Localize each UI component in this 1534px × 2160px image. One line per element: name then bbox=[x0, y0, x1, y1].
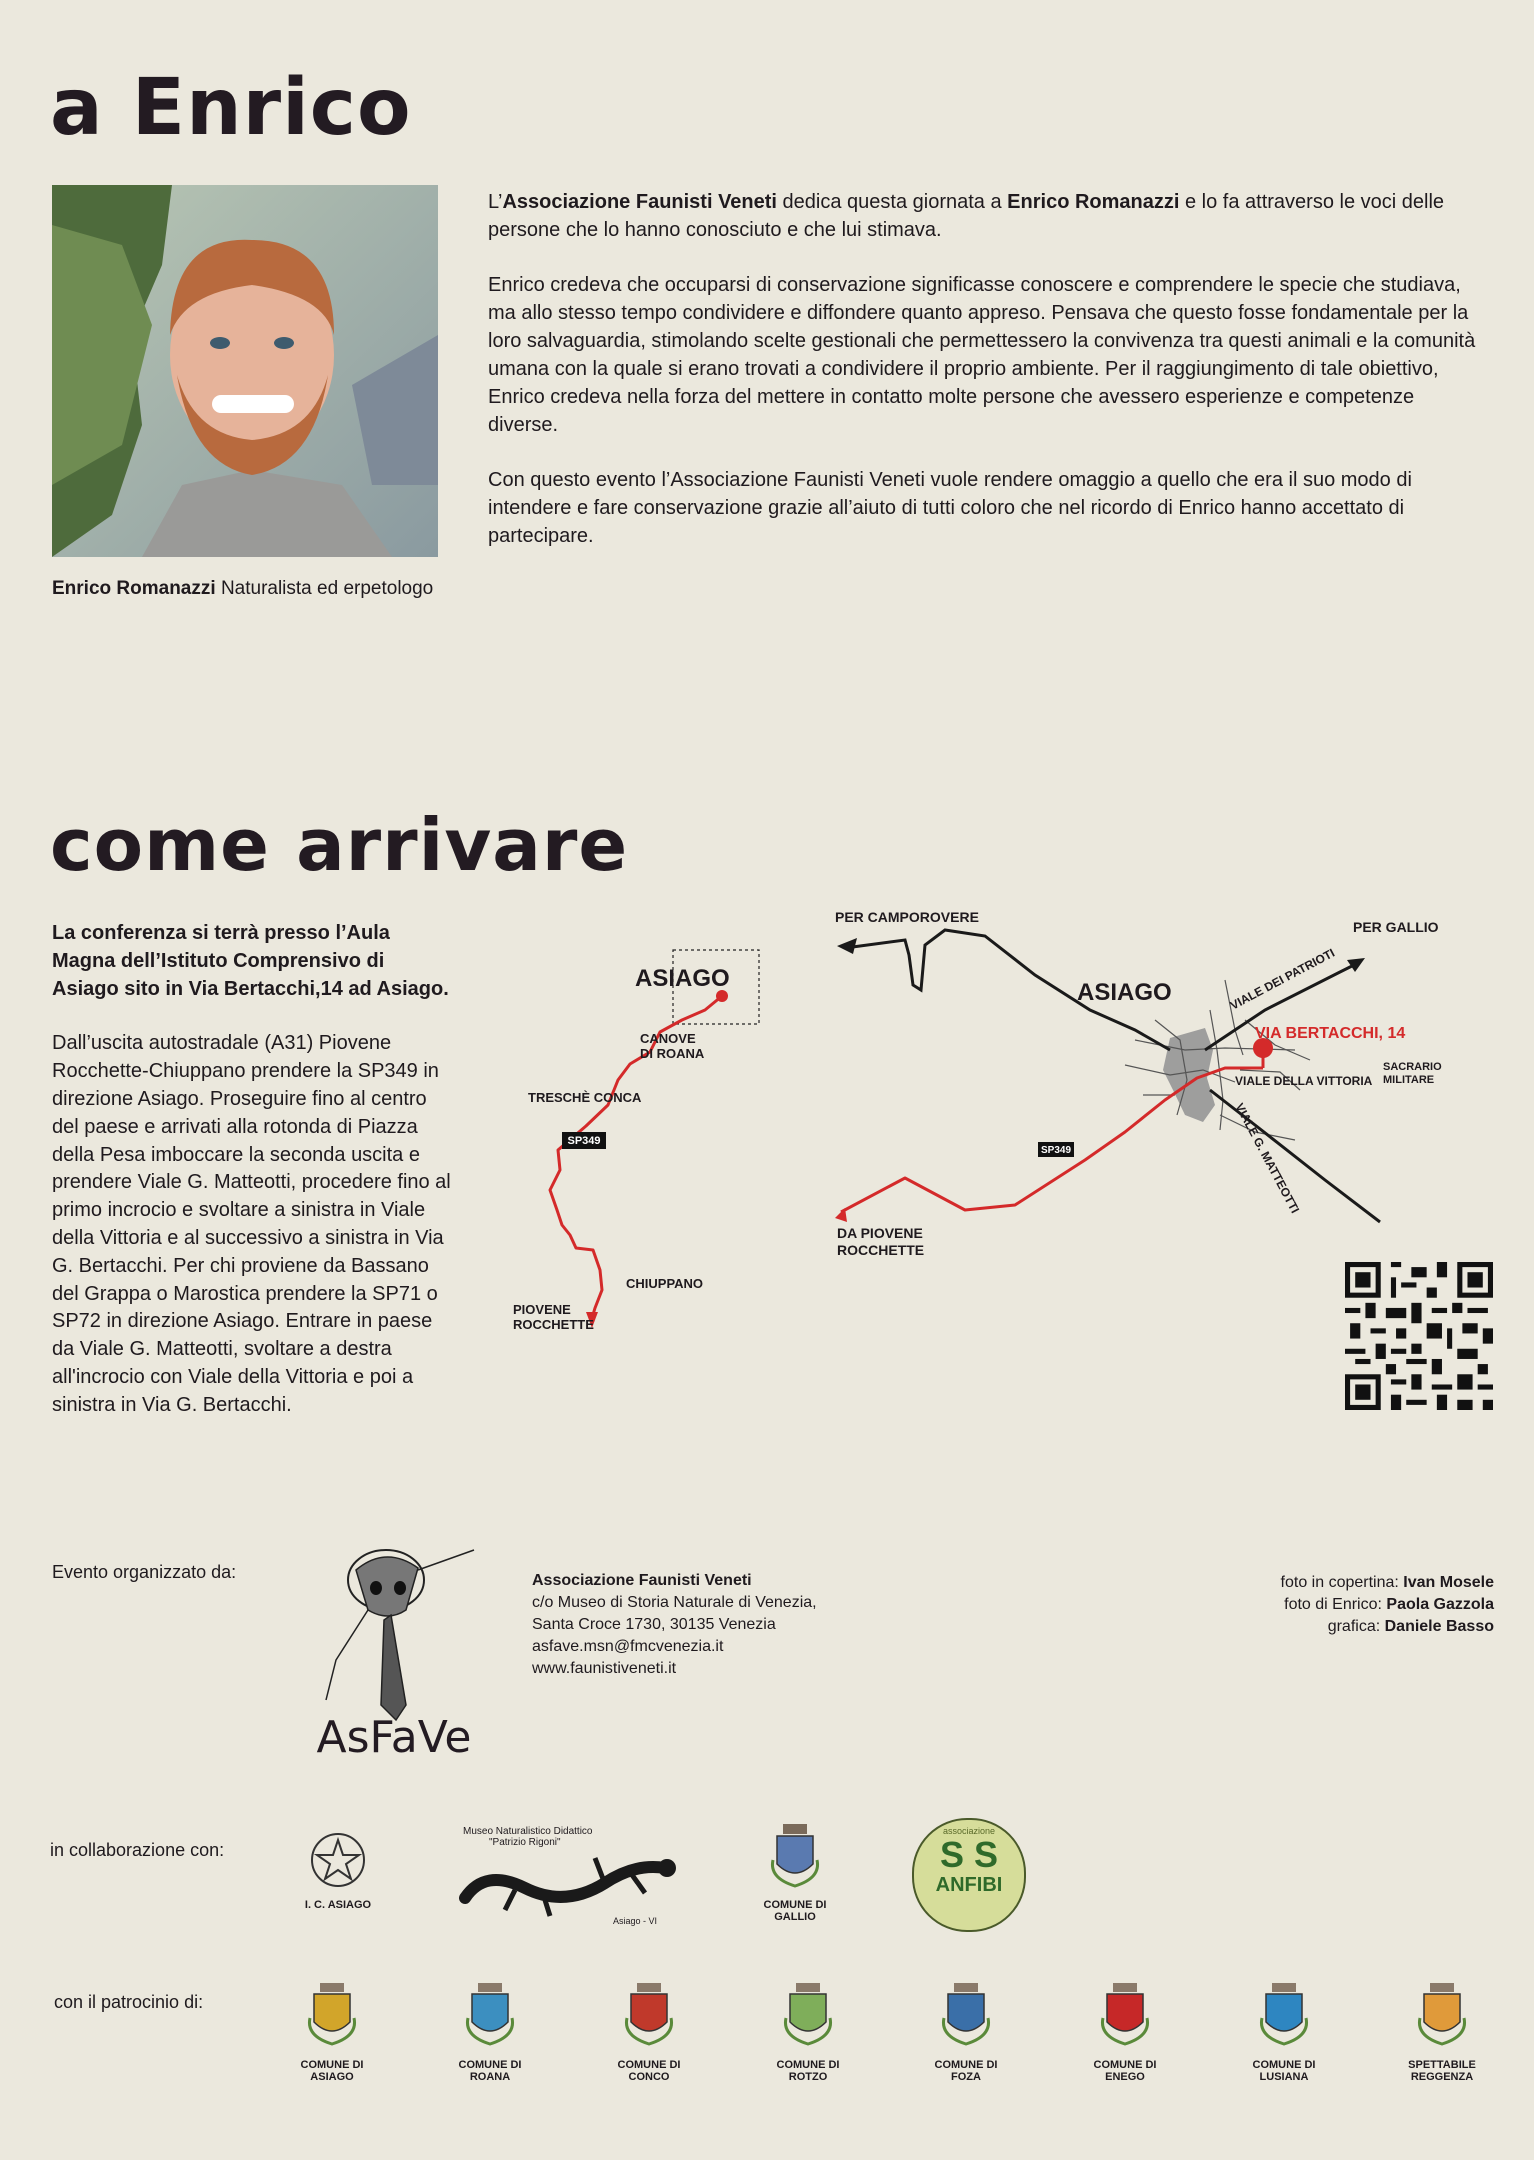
map-label-per-camporovere: PER CAMPOROVERE bbox=[835, 909, 979, 925]
credit-label: foto di Enrico: bbox=[1284, 1596, 1387, 1613]
patron-label-2: CONCO bbox=[628, 2071, 670, 2083]
credit-name: Daniele Basso bbox=[1384, 1618, 1494, 1635]
org-name-bold: Associazione Faunisti Veneti bbox=[502, 191, 777, 213]
map-label-asiago: ASIAGO bbox=[635, 965, 730, 992]
museo-name-line1: Museo Naturalistico Didattico bbox=[463, 1826, 593, 1837]
collaboration-label: in collaborazione con: bbox=[50, 1840, 225, 1860]
intro-text-run: dedica questa giornata a bbox=[777, 191, 1008, 213]
patron-label-1: SPETTABILE bbox=[1408, 2059, 1476, 2071]
asfave-logo bbox=[296, 1540, 492, 1762]
ic-asiago-label: I. C. ASIAGO bbox=[304, 1899, 372, 1911]
patron-label-1: COMUNE DI bbox=[1252, 2059, 1316, 2071]
sos-anfibi-text: ANFIBI bbox=[935, 1874, 1003, 1896]
patron-logo bbox=[292, 1980, 372, 2083]
crest-icon bbox=[460, 1980, 520, 2050]
credit-photo bbox=[1281, 1594, 1494, 1616]
organizer-email[interactable]: asfave.msn@fmcvenezia.it bbox=[532, 1638, 724, 1655]
map-label-da-piovene: DA PIOVENE bbox=[837, 1225, 923, 1241]
directions-lead: La conferenza si terrà presso l’Aula Magna dell’Istituto Comprensivo di Asiago sito in Via Bertacchi,14 ad Asiago. bbox=[52, 922, 449, 1000]
arrow-from-piovene bbox=[835, 1208, 847, 1222]
museo-name-line2: "Patrizio Rigoni" bbox=[489, 1837, 561, 1848]
map-label-piovene: PIOVENE bbox=[513, 1302, 571, 1317]
patron-logo bbox=[926, 1980, 1006, 2083]
crest-shield bbox=[631, 1994, 667, 2031]
patron-label-2: REGGENZA bbox=[1410, 2071, 1474, 2083]
organizer-name: Associazione Faunisti Veneti bbox=[532, 1572, 752, 1589]
sp349-badge-text: SP349 bbox=[567, 1135, 601, 1147]
town-map bbox=[825, 900, 1442, 1270]
qr-code bbox=[1345, 1262, 1493, 1410]
intro-paragraph-3: Con questo evento l’Associazione Faunisti Veneti vuole rendere omaggio a quello che era il suo modo di intendere e fare conservazione grazie all’aiuto di tutti coloro che nel ricordo di Enrico hanno accettato di partecipare. bbox=[488, 469, 1412, 547]
museo-location: Asiago - VI bbox=[612, 1916, 657, 1926]
gallio-crest-icon bbox=[765, 1820, 825, 1890]
patron-label-1: COMUNE DI bbox=[776, 2059, 840, 2071]
crest-shield bbox=[948, 1994, 984, 2031]
patron-label-2: ENEGO bbox=[1105, 2071, 1145, 2083]
regional-map bbox=[500, 940, 790, 1340]
map-label-di-roana: DI ROANA bbox=[640, 1046, 705, 1061]
intro-text-run: L’ bbox=[488, 191, 503, 213]
crest-icon bbox=[302, 1980, 362, 2050]
section-title-dedication: a Enrico bbox=[50, 63, 412, 153]
intro-text-run: e lo fa attraverso le voci delle persone che lo hanno conosciuto e che lui stimava. bbox=[488, 191, 1445, 241]
patron-label-1: COMUNE DI bbox=[1093, 2059, 1157, 2071]
patron-label-1: COMUNE DI bbox=[617, 2059, 681, 2071]
organizer-address bbox=[532, 1570, 817, 1680]
crest-icon bbox=[1095, 1980, 1155, 2050]
caption-role: Naturalista ed erpetologo bbox=[220, 578, 434, 599]
intro-paragraph-2: Enrico credeva che occuparsi di conservazione significasse conoscere e comprendere le specie che studiava, ma allo stesso tempo condividere e diffondere quanto appreso. Pensava che questo fosse fondamentale per la loro salvaguardia, stimolando scelte gestionali che permettessero la convivenza tra questi animali e la comunità umana con la quale si erano trovati a condividere il proprio ambiente. Per il raggiungimento di tale obiettivo, Enrico credeva nella forza del mettere in contatto molte persone che avessero esperienze e competenze diverse. bbox=[488, 274, 1476, 436]
credit-name: Ivan Mosele bbox=[1403, 1574, 1494, 1591]
museo-rigoni-logo bbox=[455, 1826, 685, 1926]
portrait-photo bbox=[52, 185, 438, 557]
map-label-per-gallio: PER GALLIO bbox=[1353, 919, 1439, 935]
crest-icon bbox=[1254, 1980, 1314, 2050]
map-label-viale-matteotti: VIALE G. MATTEOTTI bbox=[1232, 1100, 1303, 1216]
credit-graphics bbox=[1281, 1616, 1494, 1638]
sos-text: S S bbox=[939, 1834, 999, 1875]
patron-logo bbox=[1244, 1980, 1324, 2083]
map-label-asiago-town: ASIAGO bbox=[1077, 979, 1172, 1006]
crest-icon bbox=[936, 1980, 996, 2050]
crest-shield bbox=[1266, 1994, 1302, 2031]
map-label-viale-patrioti: VIALE DEI PATRIOTI bbox=[1227, 945, 1338, 1013]
map-label-da-rocchette: ROCCHETTE bbox=[837, 1242, 925, 1258]
photo-caption bbox=[52, 578, 433, 600]
asfave-logo-text: AsFaVe bbox=[316, 1712, 472, 1763]
arrow-gallio bbox=[1347, 958, 1365, 972]
patron-label-2: ASIAGO bbox=[310, 2071, 354, 2083]
comune-gallio-logo bbox=[755, 1820, 835, 1923]
photo-credits bbox=[1281, 1572, 1494, 1638]
sp349-badge-town-text: SP349 bbox=[1040, 1145, 1072, 1156]
sp349-route bbox=[550, 996, 722, 1318]
crest-icon bbox=[778, 1980, 838, 2050]
patron-label-2: LUSIANA bbox=[1259, 2071, 1309, 2083]
patron-label-2: ROTZO bbox=[788, 2071, 828, 2083]
ic-asiago-logo bbox=[296, 1830, 380, 1911]
directions-text bbox=[52, 920, 452, 1447]
crest-shield bbox=[1107, 1994, 1143, 2031]
organizer-address-line1: c/o Museo di Storia Naturale di Venezia, bbox=[532, 1594, 817, 1611]
salamander-icon bbox=[455, 1848, 685, 1918]
patron-logo bbox=[768, 1980, 848, 2083]
credit-name: Paola Gazzola bbox=[1386, 1596, 1494, 1613]
crest-shield bbox=[314, 1994, 350, 2031]
map-label-viale-vittoria: VIALE DELLA VITTORIA bbox=[1235, 1074, 1373, 1088]
map-label-rocchette: ROCCHETTE bbox=[513, 1317, 594, 1332]
map-label-militare: MILITARE bbox=[1383, 1074, 1435, 1086]
directions-body: Dall’uscita autostradale (A31) Piovene Rocchette-Chiuppano prendere la SP349 in direzione Asiago. Proseguire fino al centro del paese e arrivati alla rotonda di Piazza della Pesa imboccare la seconda uscita e prendere Viale G. Matteotti, procedere fino al primo incrocio e svoltare a sinistra in Viale della Vittoria e al successivo a sinistra in Via G. Bertacchi. Per chi proviene da Bassano del Grappa o Marostica prendere la SP71 o SP72 in direzione Asiago. Entrare in paese da Viale G. Matteotti, svoltare a destra all'incrocio con Viale della Vittoria e poi a sinistra in Via G. Bertacchi. bbox=[52, 1032, 451, 1416]
map-label-canove: CANOVE bbox=[640, 1031, 696, 1046]
credit-cover bbox=[1281, 1572, 1494, 1594]
gallio-label-2: GALLIO bbox=[774, 1911, 816, 1923]
sos-small-text: associazione bbox=[942, 1826, 996, 1836]
patron-label-2: ROANA bbox=[469, 2071, 511, 2083]
intro-paragraph-1 bbox=[488, 188, 1480, 244]
patron-label-2: FOZA bbox=[951, 2071, 981, 2083]
organizer-address-line2: Santa Croce 1730, 30135 Venezia bbox=[532, 1616, 776, 1633]
patron-label-1: COMUNE DI bbox=[934, 2059, 998, 2071]
sos-anfibi-logo bbox=[912, 1818, 1026, 1932]
crest-icon bbox=[1412, 1980, 1472, 2050]
patron-logo bbox=[450, 1980, 530, 2083]
organizer-label: Evento organizzato da: bbox=[52, 1562, 237, 1582]
map-label-chiuppano: CHIUPPANO bbox=[626, 1276, 704, 1291]
arrow-camporovere bbox=[837, 938, 857, 954]
republic-emblem-icon bbox=[308, 1830, 368, 1890]
credit-label: grafica: bbox=[1327, 1618, 1385, 1635]
gallio-label-1: COMUNE DI bbox=[763, 1899, 827, 1911]
patron-logo bbox=[1085, 1980, 1165, 2083]
map-label-via-bertacchi: VIA BERTACCHI, 14 bbox=[1255, 1025, 1406, 1042]
map-label-tresche-conca: TRESCHÈ CONCA bbox=[528, 1090, 642, 1105]
caption-name: Enrico Romanazzi bbox=[52, 578, 216, 599]
credit-label: foto in copertina: bbox=[1280, 1574, 1404, 1591]
person-name-bold: Enrico Romanazzi bbox=[1007, 191, 1180, 213]
patron-logo bbox=[609, 1980, 689, 2083]
map-label-sacrario: SACRARIO bbox=[1383, 1061, 1442, 1073]
crest-shield bbox=[1424, 1994, 1460, 2031]
patron-label-1: COMUNE DI bbox=[458, 2059, 522, 2071]
intro-text bbox=[488, 188, 1480, 577]
crest-shield bbox=[790, 1994, 826, 2031]
patron-label-1: COMUNE DI bbox=[300, 2059, 364, 2071]
crest-shield bbox=[472, 1994, 508, 2031]
crest-icon bbox=[619, 1980, 679, 2050]
organizer-website[interactable]: www.faunistiveneti.it bbox=[532, 1660, 677, 1677]
section-title-directions: come arrivare bbox=[50, 803, 629, 887]
patronage-label: con il patrocinio di: bbox=[54, 1992, 204, 2012]
patron-logo bbox=[1402, 1980, 1482, 2083]
